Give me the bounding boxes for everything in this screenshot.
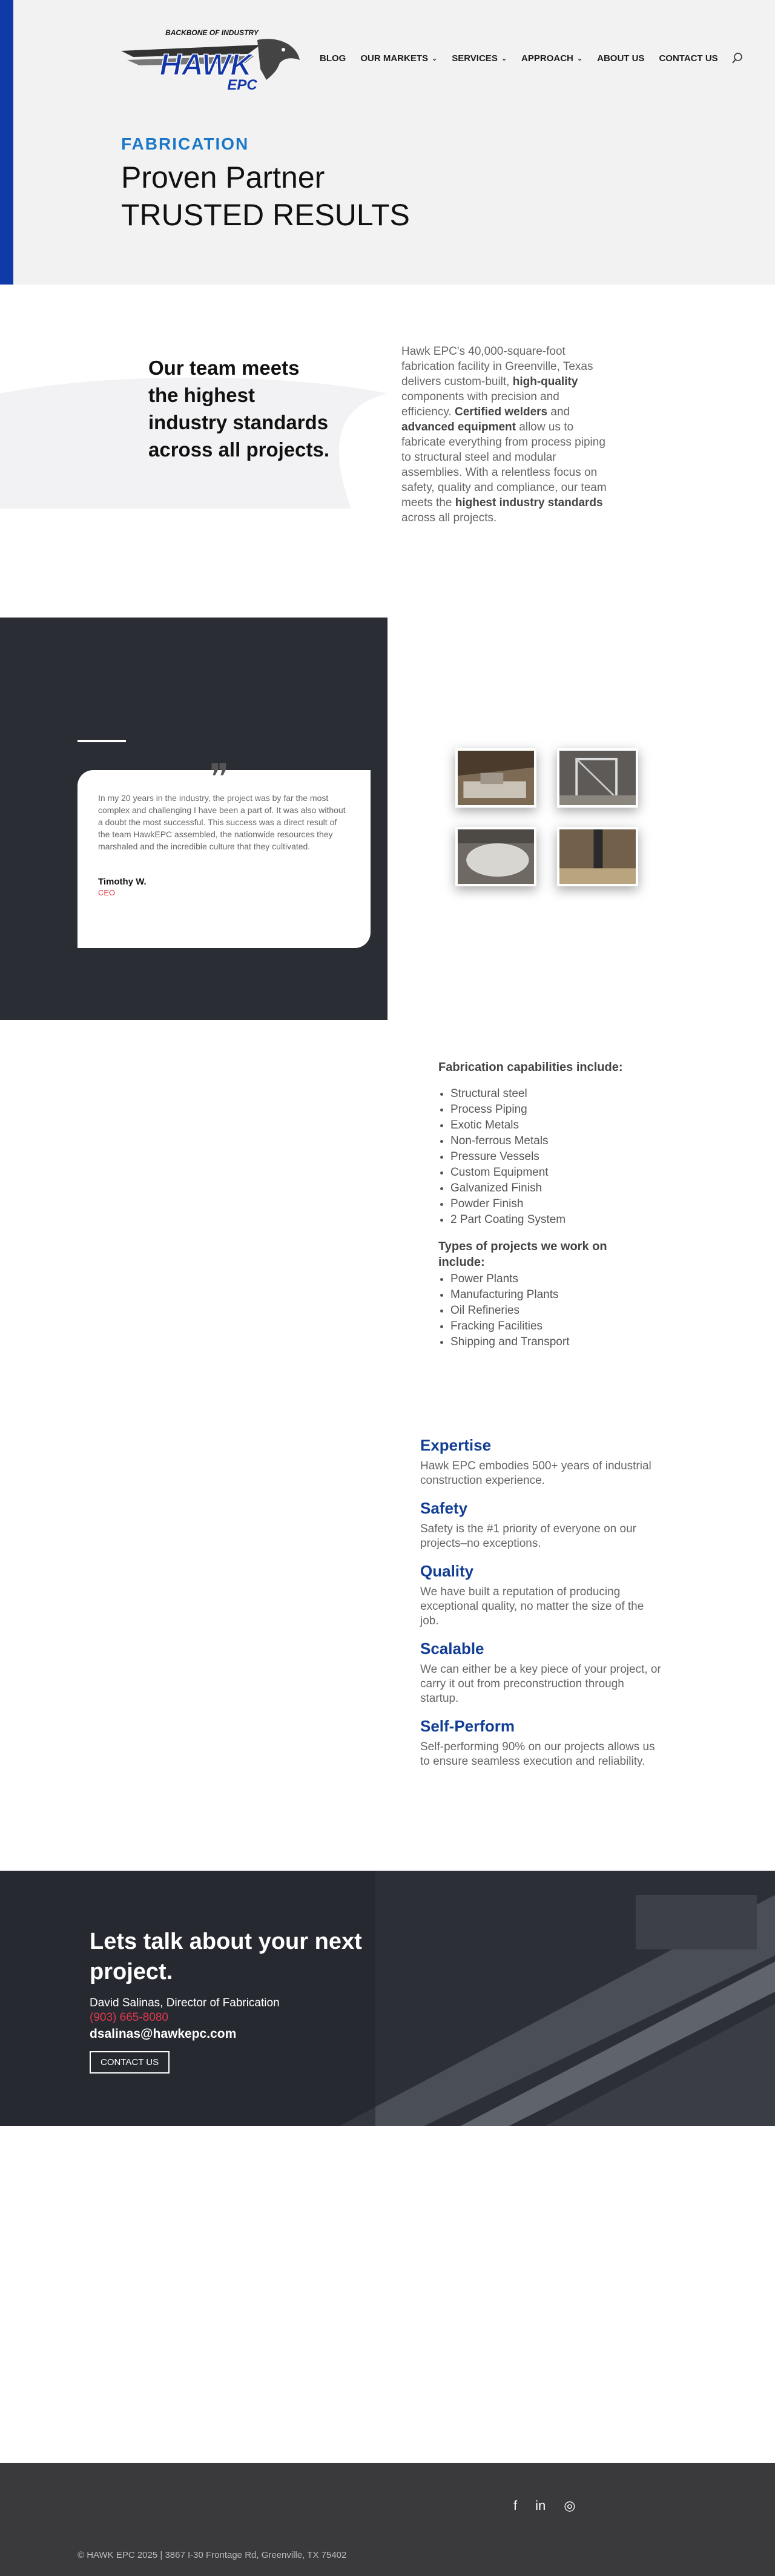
value-title: Quality [420,1562,474,1580]
contact-name: David Salinas, Director of Fabrication [90,1997,280,2009]
list-item: • Power Plants [450,1271,632,1287]
instagram-icon[interactable]: ◎ [564,2498,576,2513]
value-item [420,1498,662,1551]
list-item: • Manufacturing Plants [450,1287,632,1303]
value-title: Expertise [420,1436,492,1454]
testimonial-card [78,756,371,948]
fab-heading: Fabrication capabilities include: [438,1061,623,1074]
intro-body-text: and [547,406,570,418]
nav-blog[interactable] [320,53,346,64]
value-title: Self-Perform [420,1717,515,1735]
gallery-image[interactable] [455,748,536,808]
intro-body-text: components with precision and efficiency. [401,390,559,418]
facebook-icon[interactable]: f [513,2498,518,2513]
testimonial-section [0,618,388,1020]
testimonial-name: Timothy W. [98,877,147,887]
nav-label: SERVICES [452,53,498,64]
logo-wordmark: HAWK [159,48,252,82]
value-item [420,1435,662,1488]
projects-list [450,1271,632,1350]
nav-label: BLOG [320,53,346,64]
list-item: • Non-ferrous Metals [450,1133,632,1149]
contact-email[interactable]: dsalinas@hawkepc.com [90,2027,237,2041]
list-item: • Oil Refineries [450,1303,632,1319]
logo-sub: EPC [227,77,257,93]
nav-label: APPROACH [521,53,573,64]
intro-body-emphasis: high-quality [512,375,578,388]
nav-our-markets[interactable] [360,53,437,64]
value-text: Hawk EPC embodies 500+ years of industrial construction experience. [420,1460,651,1487]
list-item: • Galvanized Finish [450,1181,632,1196]
list-item: • Process Piping [450,1102,632,1118]
search-icon[interactable] [731,52,744,64]
hawk-epc-logo[interactable] [121,27,303,93]
list-item: • Fracking Facilities [450,1319,632,1334]
copyright: © HAWK EPC 2025 | 3867 I-30 Frontage Rd, Greenville, TX 75402 [78,2550,347,2560]
testimonial-role: CEO [98,888,116,897]
list-item: • Shipping and Transport [450,1334,632,1350]
intro-body-emphasis: advanced equipment [401,421,516,433]
nav-approach[interactable] [521,53,582,64]
testimonial-text: In my 20 years in the industry, the project was by far the most complex and challenging I have been a part of. It was also without a doubt the most successful. This success was a direct result of the team HawkEPC assembled, the nationwide resources they marshaled and the incredible culture that they cultivated. [98,793,346,851]
intro-body-emphasis: Certified welders [455,406,548,418]
gallery-image[interactable] [557,827,638,886]
main-nav [320,53,733,64]
cta-content [90,1926,392,2074]
intro-section [0,285,775,618]
social-links [513,2498,575,2514]
list-item: • Pressure Vessels [450,1149,632,1165]
chevron-down-icon: ⌄ [576,55,583,62]
divider [78,740,126,742]
gallery-image[interactable] [455,827,536,886]
value-item [420,1716,662,1769]
value-title: Safety [420,1499,468,1517]
chevron-down-icon: ⌄ [501,55,507,62]
list-item: • Exotic Metals [450,1118,632,1133]
value-text: Self-performing 90% on our projects allows us to ensure seamless execution and reliability. [420,1741,655,1768]
nav-about-us[interactable] [597,53,644,64]
intro-body-text: Hawk EPC's 40,000-square-foot fabrication facility in Greenville, Texas delivers custom-built, [401,345,593,388]
hero-section [0,0,775,285]
title-line-1: Proven Partner [121,160,325,194]
cta-section [0,1871,775,2126]
value-text: We have built a reputation of producing exceptional quality, no matter the size of the job. [420,1586,644,1627]
list-item: • Powder Finish [450,1196,632,1212]
value-item [420,1638,662,1706]
contact-us-button[interactable]: CONTACT US [90,2051,170,2074]
contact-phone[interactable]: (903) 665-8080 [90,2011,168,2024]
hero-accent-bar [0,0,13,285]
nav-label: OUR MARKETS [360,53,429,64]
capabilities-section [438,1059,632,1361]
intro-body-text: across all projects. [401,512,497,524]
nav-contact-us[interactable] [659,53,717,64]
page-title [121,159,410,234]
chevron-down-icon: ⌄ [432,55,438,62]
footer [0,2463,775,2576]
linkedin-icon[interactable]: in [535,2498,546,2513]
list-item: • 2 Part Coating System [450,1212,632,1228]
list-item: • Structural steel [450,1086,632,1102]
nav-label: ABOUT US [597,53,645,64]
fab-list [450,1086,632,1228]
list-item: • Custom Equipment [450,1165,632,1181]
value-text: Safety is the #1 priority of everyone on our projects–no exceptions. [420,1523,636,1550]
cta-title: Lets talk about your next project. [90,1929,362,1985]
intro-quote: Our team meets the highest industry standards across all projects. [148,357,329,461]
projects-heading: Types of projects we work on include: [438,1240,607,1269]
hero-kicker: FABRICATION [121,134,249,153]
logo-tagline: BACKBONE OF INDUSTRY [165,28,259,37]
intro-body [401,344,610,525]
title-line-2: TRUSTED RESULTS [121,198,410,232]
quote-icon: ❞ [209,756,229,799]
gallery-image[interactable] [557,748,638,808]
value-text: We can either be a key piece of your project, or carry it out from preconstruction through startup. [420,1663,661,1705]
nav-label: CONTACT US [659,53,718,64]
nav-services[interactable] [452,53,507,64]
values-section [420,1435,662,1779]
intro-body-emphasis: highest industry standards [455,496,603,509]
value-item [420,1561,662,1629]
intro-body-text: allow us to fabricate everything from process piping to structural steel and modular assemblies. With a relentless focus on safety, quality and compliance, our team meets the [401,421,607,509]
value-title: Scalable [420,1639,484,1658]
